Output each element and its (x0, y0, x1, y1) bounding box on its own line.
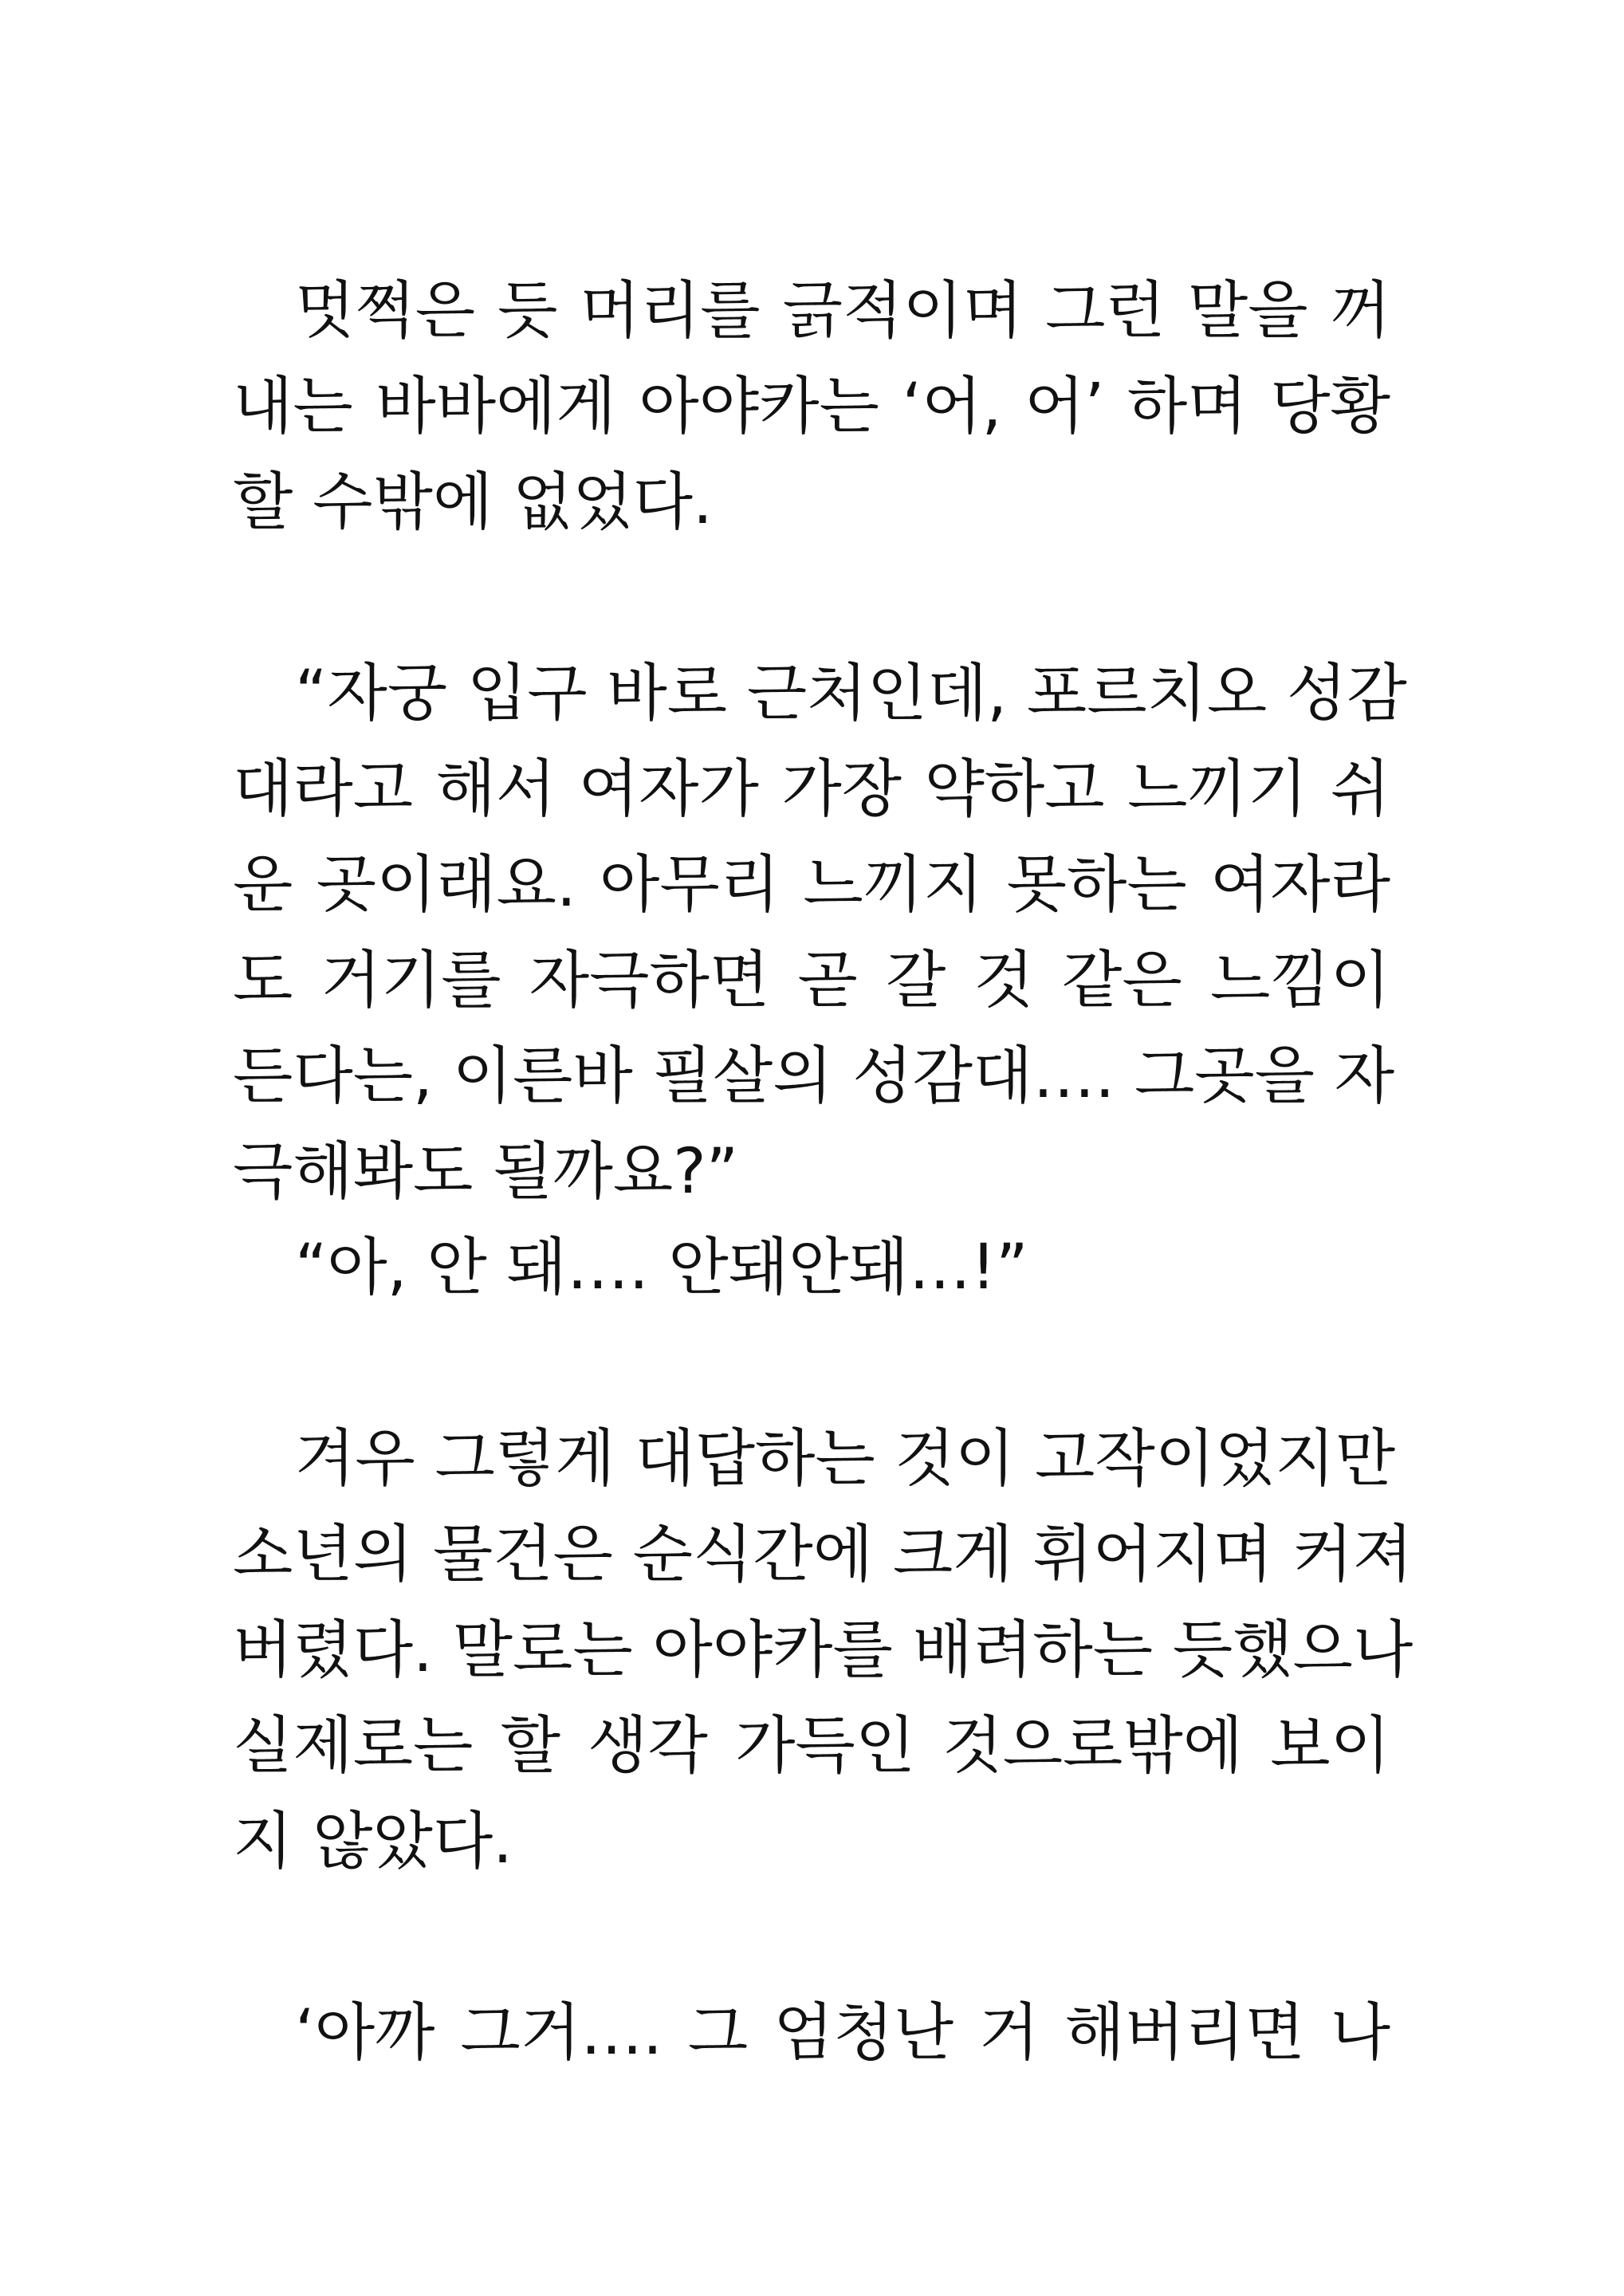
text-line: 극해봐도 될까요?” (233, 1136, 739, 1208)
text-line: “자궁 입구 바로 근처인데, 포르치오 성감 (295, 658, 1407, 729)
text-line: 소년의 물건은 순식간에 크게 휘어지며 커져 (233, 1519, 1414, 1590)
text-line: 실제로는 할 생각 가득인 것으로밖에 보이 (233, 1710, 1390, 1782)
text-line: 멋쩍은 듯 머리를 긁적이며 그런 말을 꺼 (295, 275, 1390, 347)
text-line: ‘아까 그거…. 그 엄청난 거 해버리면 나 (295, 1997, 1390, 2069)
text-line: 내는 바바에게 아야카는 ‘어, 어’ 하며 당황 (233, 371, 1390, 442)
text-line: 든다는, 이른바 필살의 성감대…. 그곳을 자 (233, 1040, 1395, 1112)
text-line: 운 곳이래요. 아무리 느끼지 못하는 여자라 (233, 849, 1390, 921)
text-line: 겨우 그렇게 대답하는 것이 고작이었지만 (295, 1423, 1396, 1495)
text-line: 대라고 해서 여자가 가장 약하고 느끼기 쉬 (233, 753, 1390, 825)
text-line: 도 거기를 자극하면 곧 갈 것 같은 느낌이 (233, 945, 1390, 1016)
text-line: 버렸다. 말로는 아야카를 배려하는 듯했으나 (233, 1614, 1414, 1686)
text-line: 할 수밖에 없었다. (233, 466, 713, 538)
text-line: “아, 안 돼…. 안돼안돼…!” (295, 1232, 1028, 1303)
text-line: 지 않았다. (233, 1806, 513, 1877)
